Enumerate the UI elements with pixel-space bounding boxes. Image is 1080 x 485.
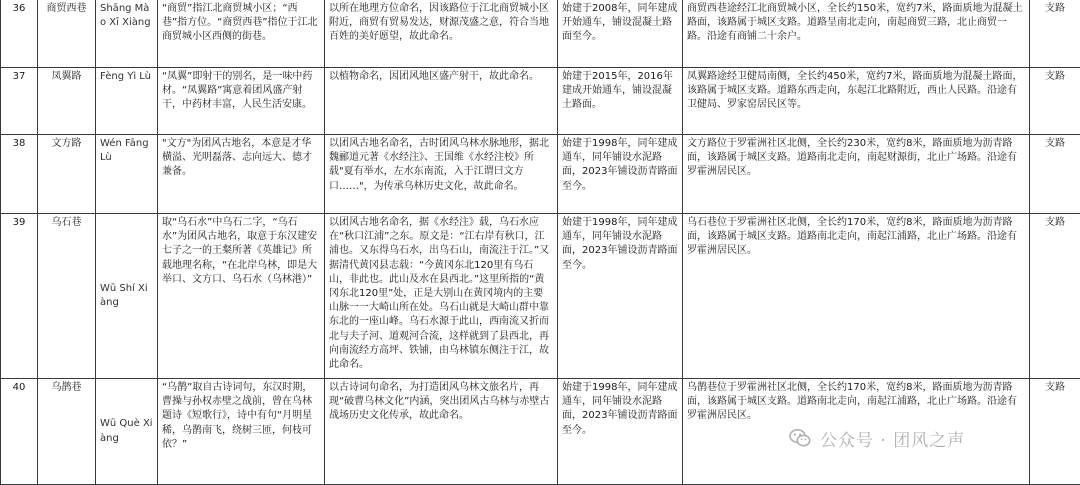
construction-history: 始建于1998年，同年建成通车，同年铺设水泥路面，2023年铺设沥青路面至今。 — [558, 214, 683, 379]
naming-reason: 以植物命名，因团风地区盛产射干，故此命名。 — [325, 68, 558, 135]
road-description: 商贸西巷途经江北商贸城小区，全长约150米，宽约7米，路面质地为混凝土路面，该路属于城区支路。道路呈南北走向，南起商贸三路，北止商贸一路。沿途有商铺二十余户。 — [683, 0, 1030, 68]
construction-history: 始建于2015年，2016年建成开始通车，铺设混凝土路面。 — [558, 68, 683, 135]
name-meaning: "文方"为团风古地名，本意是才华横溢、光明磊落、志向远大、德才兼备。 — [158, 135, 325, 214]
row-number: 40 — [1, 379, 38, 485]
naming-reason: 以团风古地名命名，据《水经注》载，乌石水应在“秋口江浦”之东。原文是：“江右岸有秋口，江浦也。又东得乌石水，出乌石山，南流注于江。”又据清代黄冈县志载：“今黄冈东北120里有乌石山，非此也。此山及水在县西北。”这里所指的“黄冈东北120里”处，正是大别山在黄冈境内的主要山脉一一大崎山所在处。乌石山就是大崎山群中靠东北的一座山峰。乌石水源于此山，西南流又折而北与夫子河、道观河合流，这样就到了县西北，再向南流经方高坪、铁铺，由乌林镇东侧注于江，故此命名。 — [325, 214, 558, 379]
road-description: 乌石巷位于罗霍洲社区北侧，全长约170米，宽约8米，路面质地为沥青路面，该路属于城区支路。道路南北走向，南起江浦路，北止广场路。沿途有罗霍洲居民区。 — [683, 214, 1030, 379]
road-name: 商贸西巷 — [38, 0, 96, 68]
road-pinyin: Fèng Yì Lù — [96, 68, 158, 135]
name-meaning: 取“乌石水”中乌石二字，“乌石水”为团风古地名，取意于东汉建安七子之一的王粲所著《英雄记》所载地理名称，“在北岸乌林，即是大举口、文方口、乌石水（乌林港）” — [158, 214, 325, 379]
table-row — [1, 68, 1080, 135]
road-type: 支路 — [1030, 0, 1080, 68]
road-name: 文方路 — [38, 135, 96, 214]
construction-history: 始建于2008年，同年建成开始通车，铺设混凝土路面至今。 — [558, 0, 683, 68]
construction-history: 始建于1998年，同年建成通车，同年铺设水泥路面，2023年铺设沥青路面至今。 — [558, 135, 683, 214]
table-row — [1, 135, 1080, 214]
name-meaning: “乌鹊”取自古诗词句，东汉时期，曹操与孙权赤壁之战前，曾在乌林题诗《短歌行》，诗中有句“月明星稀，乌鹊南飞，绕树三匝，何枝可依？” — [158, 379, 325, 485]
road-type: 支路 — [1030, 379, 1080, 485]
row-number: 36 — [1, 0, 38, 68]
name-meaning: “凤翼”即射干的别名，是一味中药材。“凤翼路”寓意着团风盛产射干，中药材丰富，人民生活安康。 — [158, 68, 325, 135]
naming-reason: 以古诗词句命名，为打造团风乌林文旅名片，再现“破曹乌林文化”内涵，突出团风古乌林与赤壁古战场历史文化传承，故此命名。 — [325, 379, 558, 485]
road-pinyin: Wū Shí Xiàng — [96, 214, 158, 379]
row-number: 37 — [1, 68, 38, 135]
road-type: 支路 — [1030, 214, 1080, 379]
road-type: 支路 — [1030, 135, 1080, 214]
row-number: 38 — [1, 135, 38, 214]
road-name: 乌鹊巷 — [38, 379, 96, 485]
name-meaning: “商贸”指江北商贸城小区；“西巷”指方位。“商贸西巷”指位于江北商贸城小区西侧的街巷。 — [158, 0, 325, 68]
table-row — [1, 214, 1080, 379]
naming-reason: 以所在地理方位命名，因该路位于江北商贸城小区附近，商贸有贸易发达，财源茂盛之意，符合当地百姓的美好愿望，故此命名。 — [325, 0, 558, 68]
road-description: 文方路位于罗霍洲社区北侧，全长约230米，宽约8米，路面质地为沥青路面，该路属于城区支路。道路南北走向，南起财源街，北止广场路。沿途有罗霍洲居民区。 — [683, 135, 1030, 214]
watermark-text: 公众号 · 团风之声 — [820, 426, 965, 451]
wechat-icon — [788, 426, 812, 450]
road-pinyin: Wén Fāng Lù — [96, 135, 158, 214]
road-pinyin: Wū Què Xiàng — [96, 379, 158, 485]
road-description: 凤翼路途经卫健局南侧，全长约450米，宽约7米，路面质地为混凝土路面，该路属于城区支路。道路东西走向，东起江北路附近，西止人民路。沿途有卫健局、罗家窑居民区等。 — [683, 68, 1030, 135]
row-number: 39 — [1, 214, 38, 379]
road-pinyin: Shāng Mào Xī Xiàng — [96, 0, 158, 68]
construction-history: 始建于1998年，同年建成通车，同年铺设水泥路面，2023年铺设沥青路面至今。 — [558, 379, 683, 485]
road-name: 凤翼路 — [38, 68, 96, 135]
road-description: 乌鹊巷位于罗霍洲社区北侧，全长约170米，宽约8米，路面质地为沥青路面，该路属于城区支路。道路南北走向，南起江浦路，北止广场路。沿途有罗霍洲居民区。 — [683, 379, 1030, 485]
watermark — [788, 422, 1078, 454]
naming-reason: 以团风古地名命名，古时团风乌林水脉地形，据北魏郦道元著《水经注》、王国维《水经注校》所载"夏有举水，左水东南流，入于江谓曰文方口……"，为传承乌林历史文化，故此命名。 — [325, 135, 558, 214]
road-name: 乌石巷 — [38, 214, 96, 379]
table-row — [1, 0, 1080, 68]
road-type: 支路 — [1030, 68, 1080, 135]
